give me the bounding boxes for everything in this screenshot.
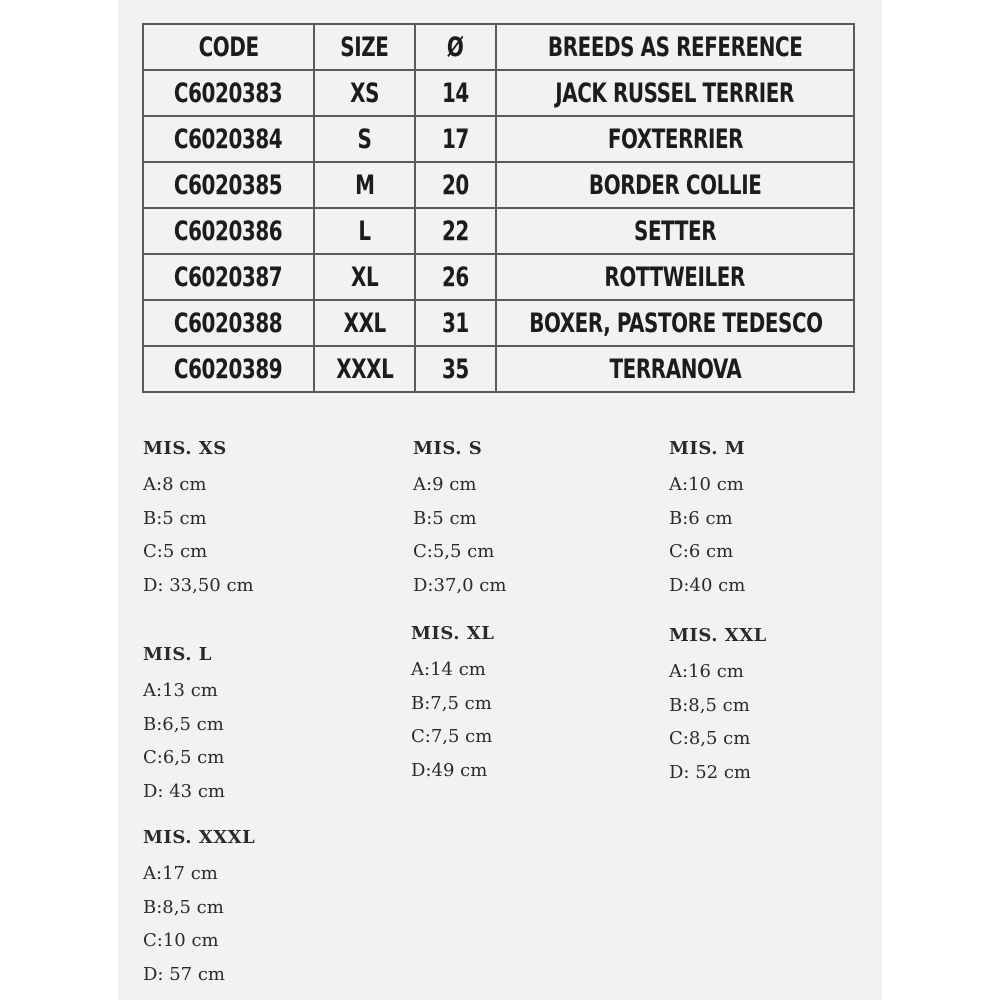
measure-b: B:8,5 cm xyxy=(143,896,224,918)
measure-title: MIS. M xyxy=(669,438,746,459)
header-size: SIZE xyxy=(314,24,415,70)
measure-title: MIS. L xyxy=(143,644,212,665)
measure-block-xs xyxy=(143,437,254,607)
cell-size: XXL xyxy=(314,300,415,346)
measure-d: D: 57 cm xyxy=(143,963,225,985)
measure-d: D: 52 cm xyxy=(669,761,751,783)
size-table xyxy=(142,23,855,393)
cell-breeds: BOXER, PASTORE TEDESCO xyxy=(496,300,854,346)
measure-block-l xyxy=(143,643,225,813)
cell-code: C6020383 xyxy=(143,70,314,116)
measure-d: D: 33,50 cm xyxy=(143,574,254,596)
cell-code: C6020384 xyxy=(143,116,314,162)
measure-a: A:13 cm xyxy=(143,680,218,701)
cell-size: M xyxy=(314,162,415,208)
measure-c: C:10 cm xyxy=(143,930,219,951)
table-row xyxy=(143,162,854,208)
measure-b: B:5 cm xyxy=(413,507,477,529)
measure-title: MIS. XXL xyxy=(669,625,767,646)
measure-c: C:8,5 cm xyxy=(669,728,751,749)
cell-diameter: 20 xyxy=(415,162,496,208)
cell-diameter: 22 xyxy=(415,208,496,254)
cell-breeds: FOXTERRIER xyxy=(496,116,854,162)
cell-diameter: 35 xyxy=(415,346,496,392)
measure-c: C:7,5 cm xyxy=(411,726,493,747)
cell-breeds: TERRANOVA xyxy=(496,346,854,392)
measure-title: MIS. XL xyxy=(411,623,495,644)
measure-b: B:6 cm xyxy=(669,507,733,529)
table-row xyxy=(143,70,854,116)
measure-a: A:9 cm xyxy=(413,474,477,495)
measure-title: MIS. XS xyxy=(143,438,227,459)
table-row xyxy=(143,116,854,162)
measure-a: A:8 cm xyxy=(143,474,207,495)
cell-code: C6020387 xyxy=(143,254,314,300)
table-header-row xyxy=(143,24,854,70)
cell-diameter: 17 xyxy=(415,116,496,162)
measure-b: B:5 cm xyxy=(143,507,207,529)
measure-b: B:7,5 cm xyxy=(411,692,492,714)
cell-size: S xyxy=(314,116,415,162)
cell-breeds: JACK RUSSEL TERRIER xyxy=(496,70,854,116)
cell-diameter: 14 xyxy=(415,70,496,116)
measure-title: MIS. S xyxy=(413,438,483,459)
measure-d: D:40 cm xyxy=(669,574,746,596)
measure-block-xxl xyxy=(669,624,767,794)
cell-size: XS xyxy=(314,70,415,116)
table-row xyxy=(143,300,854,346)
cell-code: C6020386 xyxy=(143,208,314,254)
measure-a: A:16 cm xyxy=(669,661,744,682)
cell-size: L xyxy=(314,208,415,254)
cell-code: C6020385 xyxy=(143,162,314,208)
measure-a: A:14 cm xyxy=(411,659,486,680)
cell-code: C6020388 xyxy=(143,300,314,346)
cell-diameter: 31 xyxy=(415,300,496,346)
measure-block-xl xyxy=(411,622,494,792)
cell-breeds: BORDER COLLIE xyxy=(496,162,854,208)
measure-d: D:37,0 cm xyxy=(413,574,507,596)
measure-b: B:8,5 cm xyxy=(669,694,750,716)
measure-b: B:6,5 cm xyxy=(143,713,224,735)
measure-c: C:6,5 cm xyxy=(143,747,225,768)
measure-c: C:5,5 cm xyxy=(413,541,495,562)
cell-diameter: 26 xyxy=(415,254,496,300)
table-row xyxy=(143,254,854,300)
measure-block-xxxl xyxy=(143,826,255,996)
measure-a: A:10 cm xyxy=(669,474,744,495)
measure-block-m xyxy=(669,437,745,607)
measure-c: C:6 cm xyxy=(669,541,734,562)
measure-d: D: 43 cm xyxy=(143,780,225,802)
table-row xyxy=(143,346,854,392)
measure-d: D:49 cm xyxy=(411,759,488,781)
measure-a: A:17 cm xyxy=(143,863,218,884)
header-breeds: BREEDS AS REFERENCE xyxy=(496,24,854,70)
measure-block-s xyxy=(413,437,506,607)
cell-breeds: SETTER xyxy=(496,208,854,254)
table-row xyxy=(143,208,854,254)
cell-size: XL xyxy=(314,254,415,300)
measure-c: C:5 cm xyxy=(143,541,208,562)
header-code: CODE xyxy=(143,24,314,70)
cell-code: C6020389 xyxy=(143,346,314,392)
cell-breeds: ROTTWEILER xyxy=(496,254,854,300)
measure-title: MIS. XXXL xyxy=(143,827,256,848)
cell-size: XXXL xyxy=(314,346,415,392)
header-diameter: Ø xyxy=(415,24,496,70)
